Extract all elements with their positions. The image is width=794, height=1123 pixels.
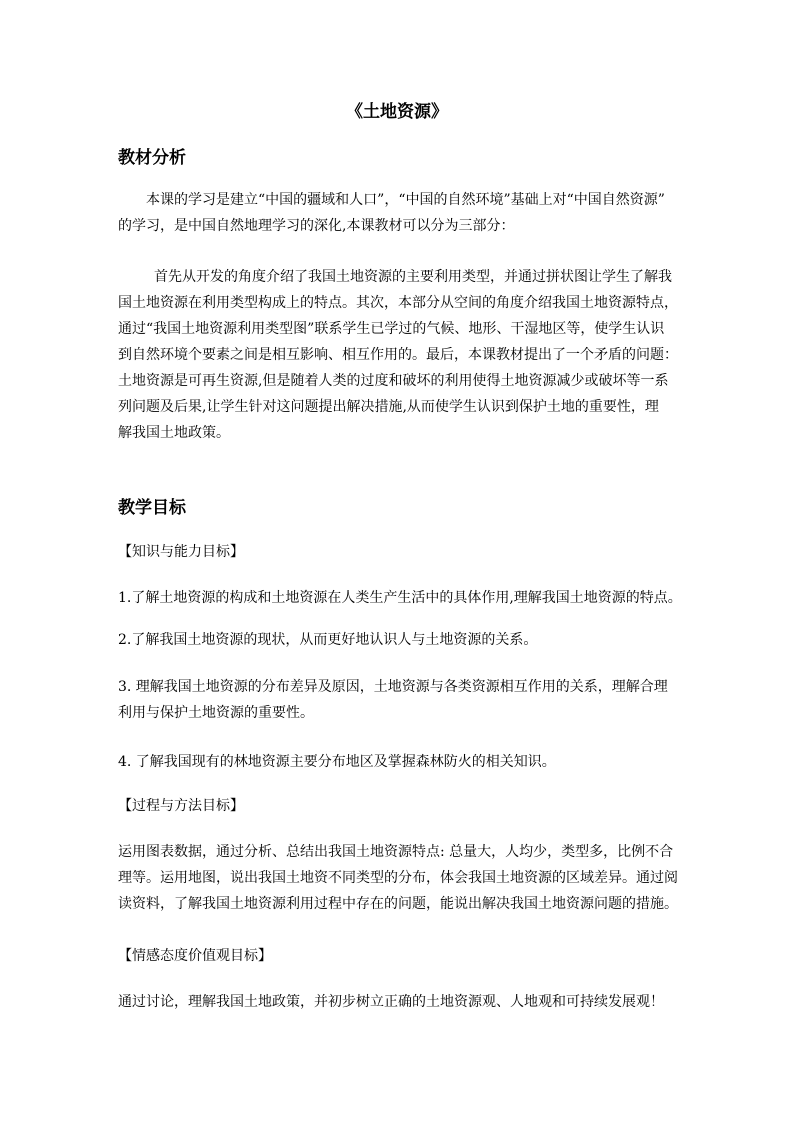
analysis-paragraph-1 [118, 187, 684, 239]
text-line: 2.了解我国土地资源的现状，从而更好地认识人与土地资源的关系。 [118, 632, 538, 648]
text-line: 3. 理解我国土地资源的分布差异及原因，土地资源与各类资源相互作用的关系，理解合理 [118, 679, 668, 695]
process-tag: 【过程与方法目标】 [118, 798, 244, 814]
text-line: 解我国土地政策。 [118, 425, 230, 441]
text-line: 的学习，是中国自然地理学习的深化,本课教材可以分为三部分： [118, 218, 515, 234]
text-line: 运用图表数据，通过分析、总结出我国土地资源特点: 总量大，人均少，类型多，比例不合 [118, 844, 674, 860]
text-line: 利用与保护土地资源的重要性。 [118, 705, 314, 721]
text-line: 本课的学习是建立“中国的疆域和人口”，“中国的自然环境”基础上对“中国自然资源” [146, 192, 665, 208]
process-paragraph [118, 839, 684, 917]
knowledge-item-3 [118, 674, 684, 726]
knowledge-item-4 [118, 749, 684, 775]
text-line: 列问题及后果,让学生针对这问题提出解决措施,从而使学生认识到保护土地的重要性，理 [118, 399, 659, 415]
emotion-tag: 【情感态度价值观目标】 [118, 948, 272, 964]
knowledge-tag: 【知识与能力目标】 [118, 544, 244, 560]
text-line: 到自然环境个要素之间是相互影响、相互作用的。最后，本课教材提出了一个矛盾的问题： [118, 347, 678, 363]
emotion-paragraph [118, 989, 684, 1015]
text-line: 1.了解土地资源的构成和土地资源在人类生产生活中的具体作用,理解我国土地资源的特点。 [118, 590, 682, 606]
document-title: 《土地资源》 [346, 102, 448, 122]
text-line: 首先从开发的角度介绍了我国土地资源的主要利用类型，并通过拼状图让学生了解我 [154, 269, 672, 285]
text-line: 通过“我国土地资源利用类型图”联系学生已学过的气候、地形、干湿地区等，使学生认识 [118, 321, 665, 337]
text-line: 通过讨论，理解我国土地政策，并初步树立正确的土地资源观、人地观和可持续发展观！ [118, 994, 664, 1010]
text-line: 土地资源是可再生资源,但是随着人类的过度和破坏的利用使得土地资源减少或破坏等一系 [118, 373, 669, 389]
text-line: 国土地资源在利用类型构成上的特点。其次，本部分从空间的角度介绍我国土地资源特点， [118, 295, 678, 311]
heading-goals: 教学目标 [118, 498, 186, 518]
knowledge-item-2 [118, 627, 684, 653]
text-line: 理等。运用地图，说出我国土地资不同类型的分布，体会我国土地资源的区域差异。通过阅 [118, 870, 678, 886]
analysis-paragraph-2 [118, 264, 684, 446]
knowledge-item-1 [118, 585, 684, 611]
text-line: 读资料，了解我国土地资源利用过程中存在的问题，能说出解决我国土地资源问题的措施。 [118, 896, 678, 912]
text-line: 4. 了解我国现有的林地资源主要分布地区及掌握森林防火的相关知识。 [118, 754, 556, 770]
heading-analysis: 教材分析 [118, 148, 186, 168]
